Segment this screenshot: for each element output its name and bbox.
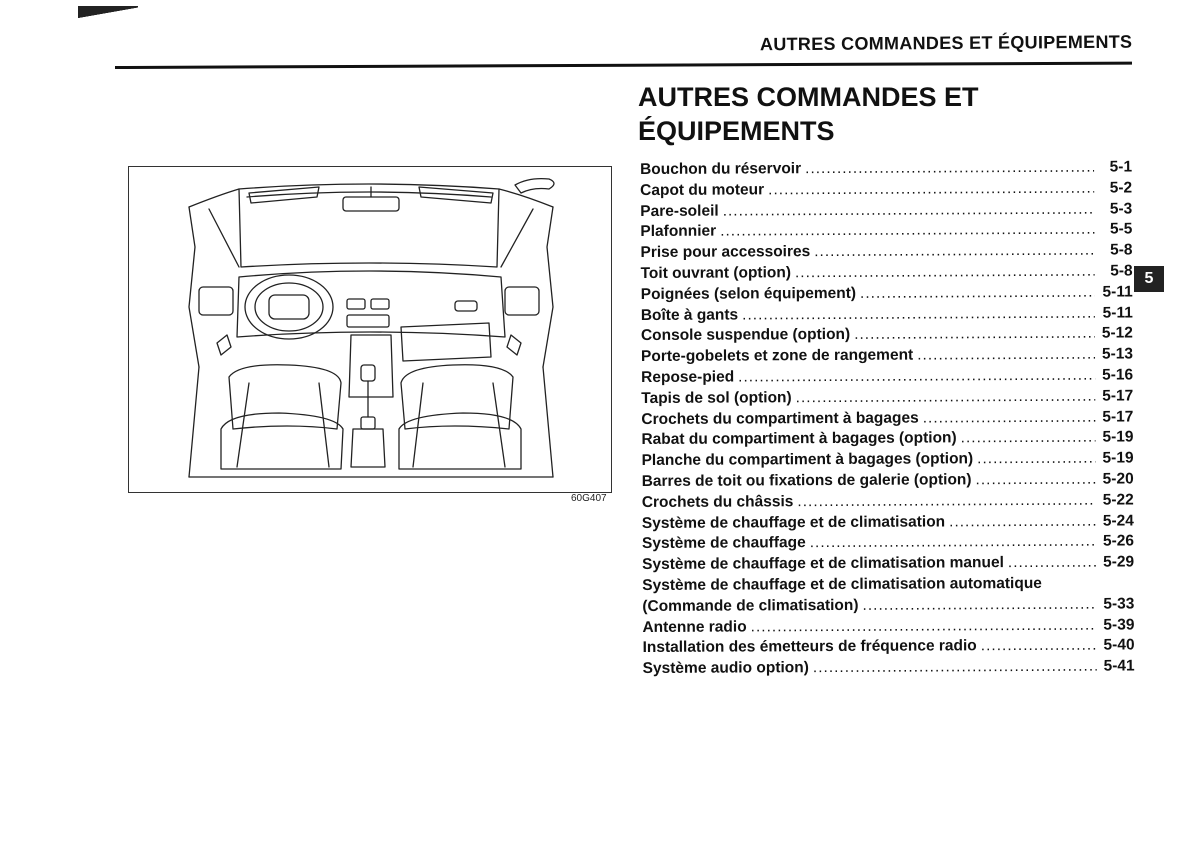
toc-entry-page: 5-20 [1102,470,1134,488]
toc-entry-label: Système audio option) [642,659,809,678]
toc-leader-dots [860,282,1095,304]
page-title-line-2: ÉQUIPEMENTS [638,116,835,146]
car-interior-illustration [128,166,612,493]
toc-entry [641,282,1133,305]
toc-entry-page: 5-8 [1110,262,1133,280]
toc-entry-page: 5-3 [1109,200,1133,218]
toc-leader-dots [738,366,1095,389]
toc-entry-page: 5-5 [1109,220,1133,238]
toc-entry [641,407,1133,430]
toc-entry-label: Boîte à gants [640,306,739,324]
toc-entry [642,594,1134,617]
toc-entry-page: 5-12 [1101,324,1133,342]
toc-leader-dots [796,386,1096,408]
table-of-contents [640,157,1135,679]
toc-leader-dots [1008,553,1096,574]
toc-entry [643,657,1135,680]
toc-entry [641,428,1133,451]
toc-entry-label: Toit ouvrant (option) [640,264,792,282]
toc-entry [642,532,1134,555]
toc-leader-dots [797,490,1095,512]
toc-leader-dots [768,178,1094,201]
page-title [638,80,1058,148]
toc-entry-label: Système de chauffage et de climatisation [641,512,946,532]
toc-leader-dots [720,220,1094,243]
toc-entry [641,345,1133,368]
toc-entry-page: 5-41 [1103,657,1135,675]
toc-entry-page: 5-2 [1109,179,1133,197]
toc-entry-page: 5-13 [1101,345,1134,363]
toc-leader-dots [961,428,1096,450]
toc-entry-page: 5-39 [1103,615,1135,634]
toc-entry-label: Repose-pied [641,368,735,386]
toc-entry [640,199,1132,222]
toc-entry-label: Console suspendue (option) [640,326,851,345]
toc-entry-page: 5-26 [1102,532,1135,550]
toc-entry-label: Système de chauffage [641,534,806,553]
toc-entry [641,303,1133,326]
toc-entry-page: 5-17 [1102,387,1134,405]
toc-leader-dots [854,324,1095,346]
running-header: AUTRES COMMANDES ET ÉQUIPEMENTS [759,31,1133,55]
toc-entry-page: 5-24 [1102,511,1134,530]
toc-entry [643,636,1135,659]
toc-entry [641,261,1133,284]
toc-entry-page: 5-8 [1110,241,1133,259]
toc-leader-dots [975,470,1095,491]
toc-entry-label: Tapis de sol (option) [641,388,792,407]
toc-entry [642,469,1134,492]
toc-entry [641,324,1133,347]
toc-leader-dots [917,345,1095,367]
toc-leader-dots [981,636,1097,657]
toc-entry-page: 5-40 [1103,636,1135,654]
toc-entry-label: Prise pour accessoires [640,243,811,262]
toc-entry-page: 5-33 [1103,595,1135,613]
toc-leader-dots [751,615,1097,638]
toc-entry-page: 5-29 [1103,553,1135,571]
toc-leader-dots [813,657,1097,679]
toc-entry-page: 5-19 [1102,428,1134,446]
header-divider [115,62,1132,69]
toc-entry [640,157,1132,180]
toc-entry [642,511,1134,534]
toc-entry [641,365,1133,388]
toc-leader-dots [949,511,1096,533]
toc-entry-label: Système de chauffage et de climatisation manuel [642,554,1004,574]
toc-entry-page: 5-22 [1102,491,1134,509]
toc-entry [642,553,1134,576]
toc-entry-label: Rabat du compartiment à bagages (option) [641,429,957,449]
toc-leader-dots [795,262,1095,284]
toc-leader-dots [923,407,1096,429]
toc-leader-dots [862,594,1096,616]
toc-entry [642,490,1134,513]
toc-entry-label: Bouchon du réservoir [640,160,802,178]
toc-entry [640,178,1132,201]
toc-entry-label: Planche du compartiment à bagages (option) [641,450,974,470]
toc-entry [642,615,1134,638]
toc-entry-label: Porte-gobelets et zone de rangement [640,346,914,366]
corner-printer-mark [78,6,138,22]
page-title-line-1: AUTRES COMMANDES ET [638,82,979,112]
toc-entry-label: Installation des émetteurs de fréquence radio [642,637,977,657]
toc-entry-label: Pare-soleil [640,202,719,220]
toc-entry-label: Poignées (selon équipement) [640,284,857,303]
toc-entry-page: 5-11 [1102,283,1133,301]
toc-entry [642,449,1134,472]
toc-entry-page: 5-11 [1102,304,1133,322]
toc-entry-multiline-first: Système de chauffage et de climatisation automatique [642,574,1042,594]
toc-leader-dots [723,199,1095,222]
toc-leader-dots [805,158,1094,180]
figure-code: 60G407 [571,493,607,504]
toc-entry-label: (Commande de climatisation) [642,596,859,615]
toc-entry-page: 5-17 [1102,407,1134,426]
toc-entry-label: Barres de toit ou fixations de galerie (option) [641,471,972,490]
toc-entry-page: 5-16 [1102,366,1134,384]
toc-entry [640,241,1132,264]
toc-entry-label: Crochets du châssis [641,492,794,511]
toc-entry-label: Crochets du compartiment à bagages [641,409,919,428]
toc-entry [640,220,1132,243]
toc-entry [641,386,1133,409]
toc-leader-dots [742,303,1095,326]
chapter-tab: 5 [1134,266,1164,292]
toc-entry-page: 5-19 [1102,449,1134,467]
toc-leader-dots [810,532,1096,554]
toc-entry-label: Plafonnier [640,222,717,241]
toc-leader-dots [814,241,1094,263]
toc-leader-dots [977,449,1096,470]
toc-entry-label: Antenne radio [642,617,747,636]
toc-entry-label: Capot du moteur [640,181,765,199]
toc-entry-page: 5-1 [1109,158,1133,176]
